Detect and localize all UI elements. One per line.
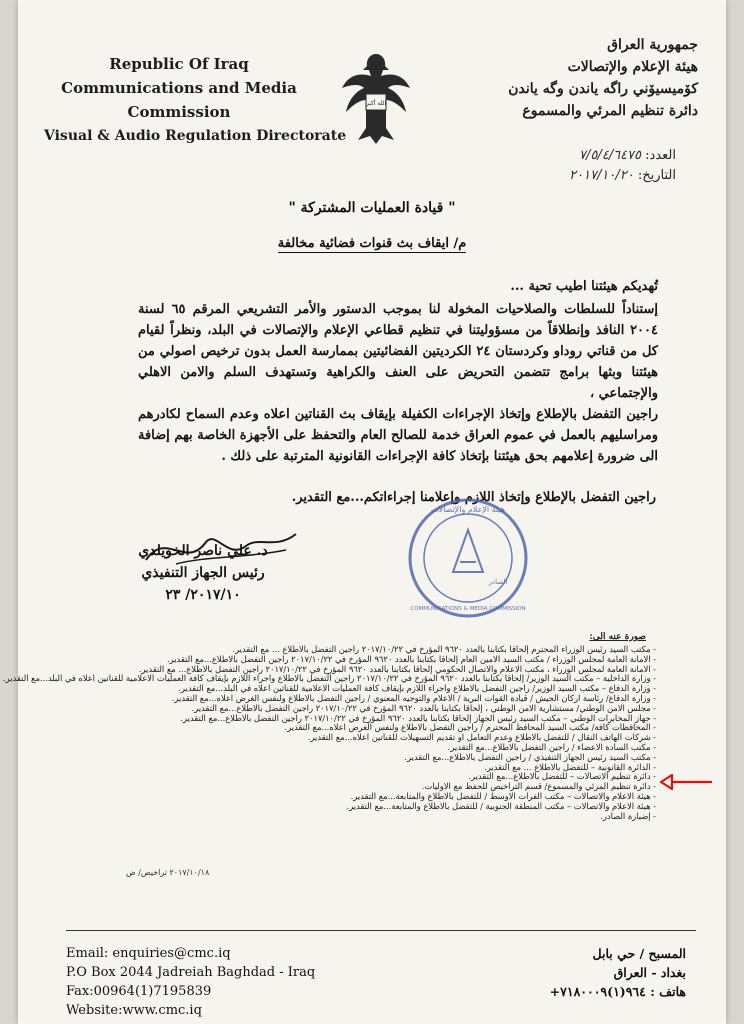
cc-item: - دائرة تنظيم الاتصالات – للتفضل بالاطلاع...مع التقدير. xyxy=(468,771,656,782)
signer-block xyxy=(98,540,308,606)
cc-item: - مكتب السادة الاعضاء / راجين التفضل بالاطلاع...مع التقدير. xyxy=(447,741,656,752)
english-letterhead xyxy=(44,52,347,148)
cc-item: - وزارة الدفاع/ رئاسة اركان الجيش / قيادة القوات البرية / الاعلام والتوجيه المعنوي / راجين التفضل بالاطلاع ولنفس الغرض اعلاه...مع التقدير. xyxy=(171,692,656,703)
cc-item: - دائرة تنظيم المرئي والمسموع/ قسم التراخيص للحفظ مع الاوليات. xyxy=(421,781,656,792)
cc-item: - الامانة العامة لمجلس الوزراء ، مكتب الاعلام والاتصال الحكومي إلحاقا بكتابنا بالعدد ٩٦٢٠ المؤرخ في ٢٠١٧/١٠/٢٢ راجين التفضل بالاطلاع... مع التقدير. xyxy=(138,663,656,674)
footer-district: المسبح / حي بابل xyxy=(592,946,686,961)
cc-item: - هيئة الاعلام والاتصالات – مكتب الفرات الاوسط / للتفضل بالاطلاع والمتابعة...مع التقدير. xyxy=(350,790,656,801)
signer-title: رئيس الجهاز التنفيذي xyxy=(141,565,265,581)
cc-item: - إضبارة الصادر. xyxy=(600,810,656,821)
reference-number xyxy=(569,146,676,166)
cc-item: - جهاز المخابرات الوطني – مكتب السيد رئيس الجهاز إلحاقا بكتابنا بالعدد ٩٦٢٠ المؤرخ في ٢٠١٧/١٠/٢٢ راجين التفضل بالاطلاع...مع التقدير. xyxy=(180,712,656,723)
arabic-letterhead-line-1: جمهورية العراق xyxy=(607,37,698,53)
emblem-text: الله أكبر xyxy=(365,100,387,107)
letterhead-line-1: Republic Of Iraq xyxy=(109,55,249,73)
cc-title: صورة عنه الى: xyxy=(589,632,646,642)
cc-item: - هيئة الاعلام والاتصالات – مكتب المنطقة الجنوبية / للتفضل بالاطلاع والمتابعة...مع التقدير. xyxy=(346,800,656,811)
arabic-letterhead-line-3: كۆميسيۆني راگه ياندن وگه ياندن xyxy=(508,81,698,97)
footer-city: بغداد - العراق xyxy=(613,965,686,980)
arabic-letterhead-line-2: هيئة الإعلام والإتصالات xyxy=(567,59,698,75)
stamp-english-text: COMMUNICATIONS & MEDIA COMMISSION xyxy=(410,606,526,612)
letterhead-line-4: Visual & Audio Regulation Directorate xyxy=(44,128,347,144)
cc-item: - الدائرة القانونية – للتفضل بالاطلاع ... مع التقدير. xyxy=(484,761,656,772)
arabic-letterhead xyxy=(428,34,698,122)
reference-date-value: ٢٠١٧/١٠/٢٠ xyxy=(569,168,634,183)
body-paragraph-1: إستناداً للسلطات والصلاحيات المخولة لنا بموجب الدستور والأمر التشريعي المرقم ٦٥ لسنة ٢٠٠٤ النافذ وإنطلاقاً من مسؤوليتنا في تنظيم قطاعي الإعلام والإتصالات في البلد، ونظراً لقيام كل من قناتي روداو وكردستان ٢٤ الكرديتين الفضائيتين بممارسة العمل بدون ترخيص اصولي من هيئتنا وبثها برامج تتضمن التحريض على العنف والكراهية وتستهدف السلم والامن الاهلي والإجتماعي ، xyxy=(138,302,658,401)
cc-item: - الامانة العامة لمجلس الوزراء / مكتب السيد الامين العام إلحاقا بكتابنا بالعدد ٩٦٢٠ المؤرخ في ٢٠١٧/١٠/٢٢ راجين التفضل بالاطلاع...مع التقدير. xyxy=(167,653,656,664)
cc-item: - مكتب السيد رئيس الوزراء المحترم إلحاقا بكتابنا بالعدد ٩٦٢٠ المؤرخ في ٢٠١٧/١٠/٢٢ راجين التفضل بالاطلاع ... مع التقدير. xyxy=(232,644,656,654)
iraq-eagle-emblem-icon xyxy=(336,48,416,148)
cc-item: - المحافظات كافة/ مكتب السيد المحافظ المحترم / راجين التفضل بالاطلاع ولنفس الغرض اعلاه...مع التقدير. xyxy=(284,722,656,733)
footer-phone: هاتف : ٩٦٤(١)٧١٨٠٠٠٩+ xyxy=(549,984,686,999)
english-footer xyxy=(66,944,315,1020)
cc-item: - وزارة الداخلية – مكتب السيد الوزير/ إلحاقا بكتابنا بالعدد ٩٦٢٠ المؤرخ في ٢٠١٧/١٠/٢٢ راجين التفضل بالاطلاع واجراء اللازم بإيقاف كافة العمليات الاعلامية للقناتين اعلاه في البلد...مع التقدير. xyxy=(3,673,656,684)
red-arrow-annotation-icon xyxy=(658,772,714,792)
addressee: " قيادة العمليات المشتركة " xyxy=(288,200,456,216)
closing-line: راجين التفضل بالإطلاع وإتخاذ اللازم وإعلامنا إجراءاتكم...مع التقدير. xyxy=(291,490,656,505)
arabic-footer xyxy=(550,944,686,1001)
footer-email: Email: enquiries@cmc.iq xyxy=(66,946,231,961)
reference-date xyxy=(569,166,676,186)
file-reference-note: ٢٠١٧/١٠/١٨ تراخيص/ ض xyxy=(126,868,210,877)
subject-text: م/ ايقاف بث قنوات فضائية مخالفة xyxy=(277,236,467,251)
footer-fax: Fax:00964(1)7195839 xyxy=(66,984,212,999)
arabic-letterhead-line-4: دائرة تنظيم المرئي والمسموع xyxy=(522,103,698,119)
footer-divider xyxy=(66,930,696,931)
letter-body xyxy=(138,276,658,467)
stamp-label: الصادر xyxy=(488,578,508,586)
subject-line xyxy=(18,236,726,251)
cc-item: - مكتب السيد رئيس الجهاز التنفيذي / راجين التفضل بالاطلاع...مع التقدير. xyxy=(404,751,656,762)
reference-block xyxy=(569,146,676,186)
cc-item: - شركات الهاتف النقال / للتفضل بالاطلاع وعدم التعامل او تقديم التسهيلات للقناتين اعلاه...مع التقدير. xyxy=(307,732,656,743)
signer-date: ٢٠١٧/١٠/ ٢٣ xyxy=(165,587,241,603)
greeting: تُهديكم هيئتنا اطيب تحية ... xyxy=(510,279,658,294)
footer-po-box: P.O Box 2044 Jadreiah Baghdad - Iraq xyxy=(66,965,316,980)
cc-item: - وزارة الدفاع – مكتب السيد الوزير/ راجين التفضل بالاطلاع واجراء اللازم بإيقاف كافة العمليات الاعلامية للقناتين اعلاه في البلد...مع التقدير. xyxy=(178,683,656,694)
reference-number-label: العدد: xyxy=(645,148,676,163)
footer-website: Website:www.cmc.iq xyxy=(66,1003,202,1018)
signer-name: د. علي ناصر الخويلدي xyxy=(138,543,268,559)
stamp-arabic-text: هيئة الإعلام والإتصالات xyxy=(430,505,506,514)
body-paragraph-2: راجين التفضل بالإطلاع وإتخاذ الإجراءات الكفيلة بإيقاف بث القناتين اعلاه وعدم السماح لكادرهم ومراسليهم بالعمل في عموم العراق خدمة للصالح العام والتحفظ على الأجهزة الخاصة بهم إضافة الى ضرورة إعلامهم بحق هيئتنا بإتخاذ كافة الإجراءات القانونية المترتبة على ذلك . xyxy=(138,407,658,464)
reference-date-label: التاريخ: xyxy=(637,168,676,183)
official-seal-stamp xyxy=(398,492,538,622)
letterhead-line-3: Commission xyxy=(127,103,231,121)
cc-list xyxy=(3,644,656,821)
letterhead-line-2: Communications and Media xyxy=(61,79,297,97)
letter-page xyxy=(3,0,726,1024)
cc-item: - مجلس الامن الوطني/ مستشارية الامن الوطني ، إلحاقا بكتابنا بالعدد ٩٦٢٠ المؤرخ في ٢٠١٧/١٠/٢٢ راجين التفضل بالاطلاع...مع التقدير. xyxy=(191,702,656,713)
reference-number-value: ٧/٥/٤/٦٤٧٥ xyxy=(578,148,642,163)
